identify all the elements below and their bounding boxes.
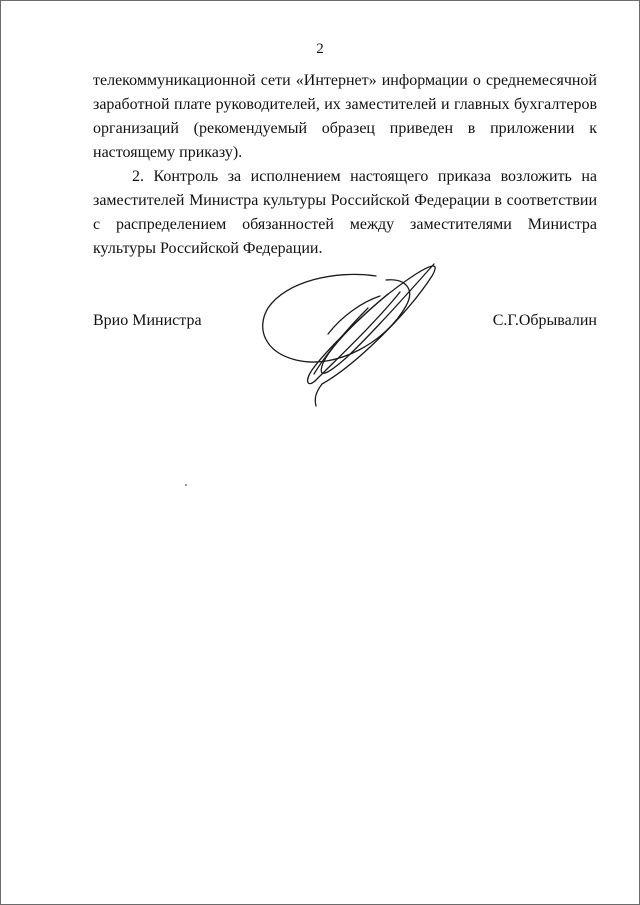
handwritten-signature (256, 256, 446, 411)
document-body (93, 69, 597, 261)
page-number: 2 (316, 41, 324, 57)
scan-speck (185, 484, 187, 486)
paragraph: 2. Контроль за исполнением настоящего приказа возложить на заместителей Министра культуры Российской Федерации в соответствии с распределением обязанностей между заместителями Министра культуры Российской Федерации. (93, 168, 597, 257)
signatory-name: С.Г.Обрывалин (492, 312, 597, 329)
paragraph: телекоммуникационной сети «Интернет» информации о среднемесячной заработной плате руководителей, их заместителей и главных бухгалтеров организаций (рекомендуемый образец приведен в приложении к настоящему приказу). (93, 72, 597, 161)
signatory-title: Врио Министра (93, 312, 202, 329)
